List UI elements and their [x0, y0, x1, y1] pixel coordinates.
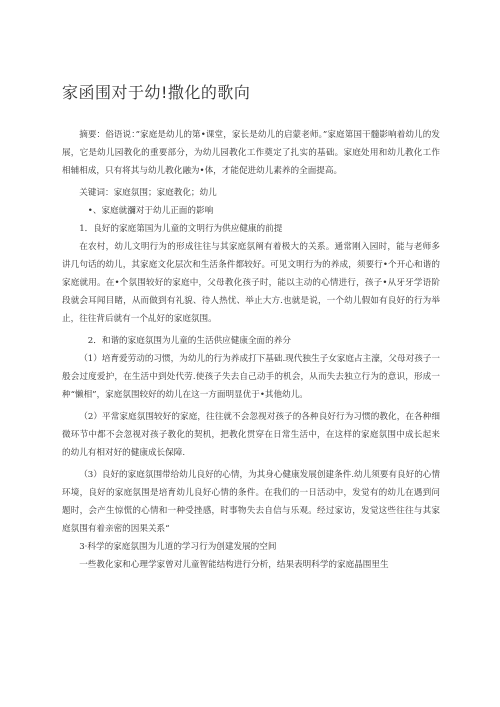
document-body — [62, 126, 440, 574]
subsection-heading: 1．良好的家庭第国为儿童的文明行为供应健康的前提 — [79, 224, 283, 234]
subsection-heading: 2．和谐的家庭氛围为儿童的生活供应健康全面的养分 — [87, 336, 291, 346]
body-paragraph: 一些教化家和心理学家曾对儿童智能结构进行分析，结果表明科学的家庭晶围里生 — [79, 560, 389, 570]
subsection-heading: 3·科学的家庭氛围为儿道的学习行为创建发展的空间 — [79, 542, 277, 552]
body-paragraph: 在农村，幼儿文明行为的形成往往与其家庭氛阐有着极大的关系。通常刚入园时，能与老师多讲几句话的幼儿，其家庭文化层次和生活条件都较好。可见文明行为的养成，须要行•个开心和谐的家庭就用。在•个氛围较好的家庭中，父母教化孩子时，能以主动的心情进行，孩子•从牙牙学语阶段就会耳闻目睹，从而做到有礼貌、待人热忧、举止大方.也就是说，一个幼儿假如有良好的行为举止，往往背后就有一个乩好的家庭氛围。 — [62, 242, 440, 324]
body-paragraph: （3）良好的家庭氛围带给幼儿良好的心情，为其身心健康发展创建条件.幼儿须要有良好的心情环境，良好的家庭氛围是培育幼儿良好心情的条件。在我们的一日活动中，发觉有的幼儿在遇到问题时，会产生惊慌的心情和一种受挫感，时事物失去自信与乐观。经过家访，发觉这些往往与其家庭氛围有着亲密的因果关系“ — [62, 470, 440, 534]
document-title: 家函围对于幼!撒化的歌向 — [62, 83, 251, 102]
section-heading: •、家庭就瀰对于幼儿正面的影响 — [87, 206, 214, 216]
abstract-paragraph: 摘要：俗语说：”家庭是幼儿的第•课堂，家长是幼儿的启蒙老师。”家庭第国干髓影响着幼儿的发展，它是幼儿园教化的重要部分，为幼儿园教化工作奠定了扎实的基础。家庭处用和幼儿教化工作相辅相成，只有将其与幼儿教化融为•体，才能促进幼儿素养的全面提高。 — [62, 130, 440, 176]
body-paragraph: （1）培育爱劳动的习惯，为幼儿的行为养成打下基础.现代独生子女家庭占主濠，父母对孩子一般会过度爱护，在生活中到处代劳.使孩子失去自己动手的机会，从而失去独立行为的意识，形成一种“懒相”，家庭氛围较好的幼儿在这一方面明显优于•其他幼儿。 — [62, 354, 440, 400]
keywords-line: 关键词：家庭氛围；家庭教化；幼儿 — [79, 188, 217, 198]
body-paragraph: （2）平常家庭氛围较好的家庭，往往就不会忽视对孩子的各种良好行为习惯的教化，在各种细微环节中都不会忽视对孩子教化的契机，把教化贯穿在日常生活中，在这样的家庭氛围中成长起来的幼儿有相对好的健康成长保障. — [62, 412, 440, 458]
